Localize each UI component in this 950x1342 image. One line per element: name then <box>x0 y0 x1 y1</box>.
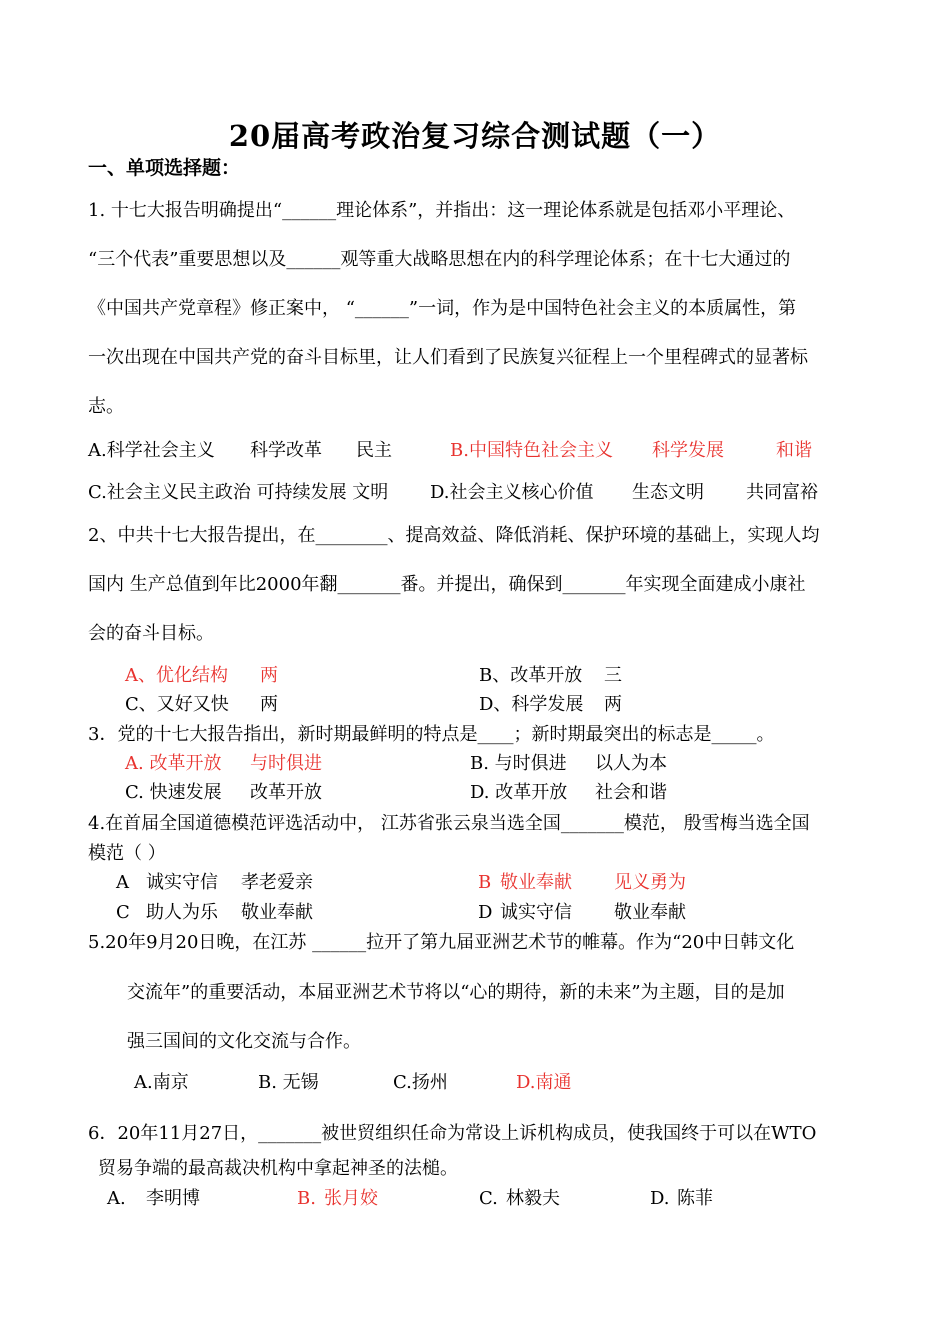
option-c-label: C.扬州 <box>393 1072 448 1093</box>
option-a-term-3: 民主 <box>356 440 392 461</box>
option-a-answer-term: 两 <box>260 665 278 686</box>
option-c-label: C、又好又快 <box>125 694 229 715</box>
question-5-line-2: 交流年”的重要活动，本届亚洲艺术节将以“心的期待，新的未来”为主题，目的是加 <box>127 982 785 1003</box>
option-d-term-2: 生态文明 <box>632 482 704 503</box>
option-d-term: 社会和谐 <box>595 782 667 803</box>
option-a-term: 李明博 <box>146 1188 200 1209</box>
option-b-term-3: 和谐 <box>776 440 812 461</box>
page-title: 20届高考政治复习综合测试题（一） <box>228 119 722 153</box>
question-1-line-3: 《中国共产党章程》修正案中， “______”一词，作为是中国特色社会主义的本质属性，第 <box>88 298 797 319</box>
section-heading: 一、单项选择题： <box>88 157 241 179</box>
option-d-label: D.社会主义核心价值 <box>430 482 594 503</box>
option-a-answer-term: 与时俱进 <box>250 753 322 774</box>
option-a-term-2: 科学改革 <box>250 440 322 461</box>
option-b-term: 三 <box>604 665 622 686</box>
option-b-term: 以人为本 <box>595 753 667 774</box>
question-1-line-5: 志。 <box>88 396 124 417</box>
question-1-line-2: “三个代表”重要思想以及______观等重大战略思想在内的科学理论体系；在十七大通过的 <box>88 249 791 270</box>
option-c-letter: C <box>116 902 130 923</box>
option-b-answer-term-2: 见义勇为 <box>614 872 686 893</box>
option-b-term-2: 科学发展 <box>652 440 724 461</box>
question-3-line-1: 3．党的十七大报告指出，新时期最鲜明的特点是____；新时期最突出的标志是_____。 <box>88 724 775 745</box>
option-a-answer: A、优化结构 <box>125 665 228 686</box>
option-c-letter: C. <box>479 1188 498 1209</box>
option-c-term: 两 <box>260 694 278 715</box>
option-d-letter: D. <box>650 1188 670 1209</box>
question-1-line-1: 1. 十七大报告明确提出“______理论体系”，并指出：这一理论体系就是包括邓小平理论、 <box>88 200 796 221</box>
option-a-term-2: 孝老爱亲 <box>241 872 313 893</box>
option-b-answer-letter: B <box>478 872 492 893</box>
option-a-answer: A. 改革开放 <box>125 753 222 774</box>
question-2-line-3: 会的奋斗目标。 <box>88 623 214 644</box>
option-d-label: D. 改革开放 <box>470 782 568 803</box>
question-1-line-4: 一次出现在中国共产党的奋斗目标里，让人们看到了民族复兴征程上一个里程碑式的显著标 <box>88 347 808 368</box>
question-5-line-3: 强三国间的文化交流与合作。 <box>127 1031 361 1052</box>
option-c-term: 林毅夫 <box>506 1188 560 1209</box>
option-a-letter: A. <box>107 1188 126 1209</box>
option-d-label: D、科学发展 <box>479 694 584 715</box>
option-a-letter: A <box>116 872 129 893</box>
option-c-term-2: 敬业奉献 <box>241 902 313 923</box>
option-d-term: 两 <box>604 694 622 715</box>
option-c-label: C.社会主义民主政治 可持续发展 文明 <box>88 482 389 503</box>
question-6-line-2: 贸易争端的最高裁决机构中拿起神圣的法槌。 <box>98 1158 458 1179</box>
option-b-answer-term-1: 敬业奉献 <box>500 872 572 893</box>
question-6-line-1: 6．20年11月27日，_______被世贸组织任命为常设上诉机构成员，使我国终于可以在WTO <box>88 1123 817 1144</box>
option-b-label: B、改革开放 <box>479 665 583 686</box>
option-d-term-1: 诚实守信 <box>500 902 572 923</box>
option-c-term: 改革开放 <box>250 782 322 803</box>
question-5-line-1: 5.20年9月20日晚，在江苏 ______拉开了第九届亚洲艺术节的帷幕。作为“20中日韩文化 <box>88 932 795 953</box>
question-4-line-1: 4.在首届全国道德模范评选活动中， 江苏省张云泉当选全国_______模范， 殷雪梅当选全国 <box>88 813 810 834</box>
option-b-label: B. 与时俱进 <box>470 753 567 774</box>
option-a-label: A.南京 <box>134 1072 189 1093</box>
option-b-label: B. 无锡 <box>258 1072 319 1093</box>
option-a-label: A.科学社会主义 <box>88 440 215 461</box>
option-b-answer: B.中国特色社会主义 <box>450 440 613 461</box>
option-c-term-1: 助人为乐 <box>146 902 218 923</box>
option-a-term-1: 诚实守信 <box>146 872 218 893</box>
question-2-line-2: 国内 生产总值到年比2000年翻_______番。并提出，确保到_______年实现全面建成小康社 <box>88 574 806 595</box>
question-4-line-2: 模范（ ） <box>88 843 166 864</box>
question-2-line-1: 2、中共十七大报告提出，在________、提高效益、降低消耗、保护环境的基础上，实现人均 <box>88 525 820 546</box>
option-b-answer-term: 张月姣 <box>324 1188 378 1209</box>
option-b-answer-letter: B. <box>297 1188 316 1209</box>
option-d-term-3: 共同富裕 <box>746 482 818 503</box>
option-d-term: 陈菲 <box>677 1188 713 1209</box>
option-d-answer: D.南通 <box>516 1072 572 1093</box>
option-c-label: C. 快速发展 <box>125 782 222 803</box>
option-d-term-2: 敬业奉献 <box>614 902 686 923</box>
option-d-letter: D <box>478 902 493 923</box>
